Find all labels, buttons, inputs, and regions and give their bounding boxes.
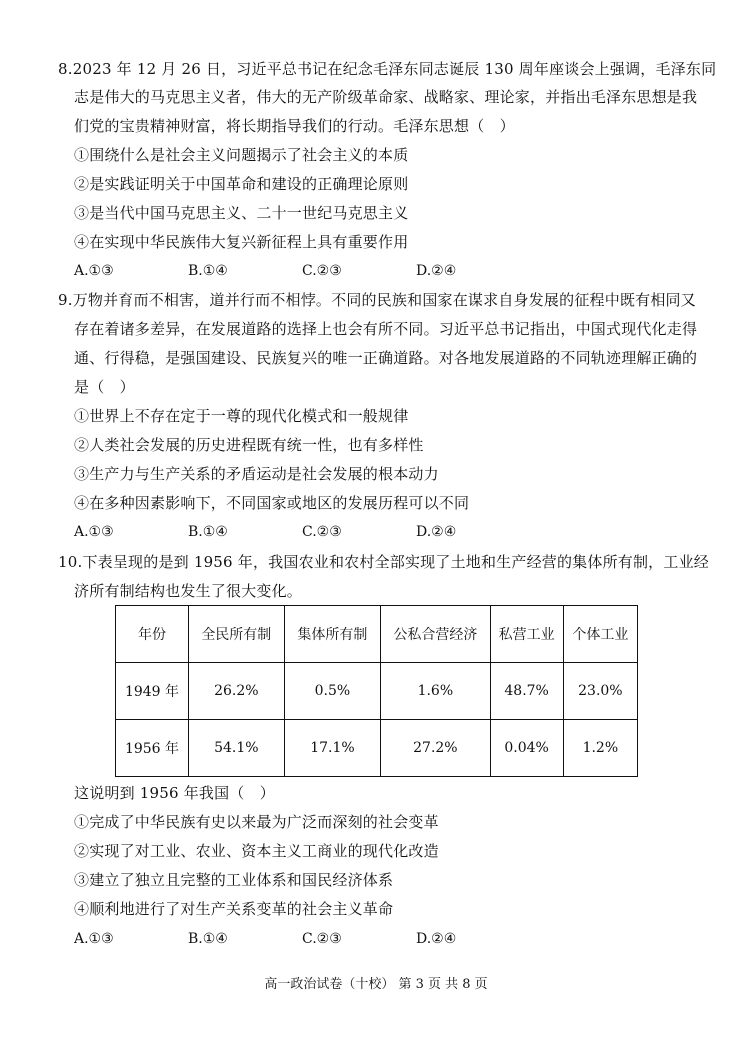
q9-stem-line: 存在着诸多差异，在发展道路的选择上也会有所不同。习近平总书记指出，中国式现代化走得 [74, 320, 698, 338]
q8-stem-line: 志是伟大的马克思主义者，伟大的无产阶级革命家、战略家、理论家，并指出毛泽东思想是我 [74, 88, 698, 106]
q10-choice-c: C.②③ [302, 931, 342, 947]
table-cell: 1.6% [381, 663, 490, 720]
q8-item: ③是当代中国马克思主义、二十一世纪马克思主义 [74, 204, 409, 222]
q10-choice-d: D.②④ [416, 931, 457, 947]
q8-choice-c: C.②③ [302, 263, 342, 279]
table-cell: 27.2% [381, 720, 490, 777]
q9-choice-c: C.②③ [302, 524, 342, 540]
q9-item: ②人类社会发展的历史进程既有统一性，也有多样性 [74, 436, 424, 454]
q8-stem-line: 8.2023 年 12 月 26 日，习近平总书记在纪念毛泽东同志诞辰 130 周年座谈会上强调，毛泽东同 [58, 60, 717, 78]
q8-item: ②是实践证明关于中国革命和建设的正确理论原则 [74, 175, 409, 193]
q8-choice-b: B.①④ [188, 263, 228, 279]
table-header-cell: 全民所有制 [189, 606, 285, 663]
q8-choice-d: D.②④ [416, 263, 457, 279]
q9-choice-a: A.①③ [74, 524, 114, 540]
table-cell: 0.04% [490, 720, 563, 777]
q10-choice-a: A.①③ [74, 931, 114, 947]
table-header-cell: 个体工业 [563, 606, 637, 663]
q10-choice-b: B.①④ [188, 931, 228, 947]
table-cell: 17.1% [284, 720, 381, 777]
q10-item: ①完成了中华民族有史以来最为广泛而深刻的社会变革 [74, 813, 439, 831]
q9-choice-b: B.①④ [188, 524, 228, 540]
table-cell: 48.7% [490, 663, 563, 720]
table-header-cell: 集体所有制 [284, 606, 381, 663]
table-header-cell: 年份 [116, 606, 189, 663]
q8-choice-a: A.①③ [74, 263, 114, 279]
q9-item: ④在多种因素影响下，不同国家或地区的发展历程可以不同 [74, 494, 470, 512]
table-cell: 0.5% [284, 663, 381, 720]
q9-choice-d: D.②④ [416, 524, 457, 540]
q9-stem-line: 是（ ） [74, 378, 135, 396]
q9-item: ③生产力与生产关系的矛盾运动是社会发展的根本动力 [74, 465, 439, 483]
page-footer: 高一政治试卷（十校） 第 3 页 共 8 页 [264, 977, 488, 992]
q10-prompt: 这说明到 1956 年我国（ ） [74, 784, 275, 802]
q10-item: ③建立了独立且完整的工业体系和国民经济体系 [74, 871, 394, 889]
q10-stem-line: 10.下表呈现的是到 1956 年，我国农业和农村全部实现了土地和生产经营的集体所有制，工业经 [58, 553, 709, 571]
table-cell: 1956 年 [116, 720, 189, 777]
q8-item: ①围绕什么是社会主义问题揭示了社会主义的本质 [74, 146, 409, 164]
q10-item: ④顺利地进行了对生产关系变革的社会主义革命 [74, 900, 394, 918]
table-row [116, 663, 638, 720]
table-cell: 1.2% [563, 720, 637, 777]
q8-item: ④在实现中华民族伟大复兴新征程上具有重要作用 [74, 233, 409, 251]
table-header-row [116, 606, 638, 663]
q10-item: ②实现了对工业、农业、资本主义工商业的现代化改造 [74, 842, 439, 860]
q9-item: ①世界上不存在定于一尊的现代化模式和一般规律 [74, 407, 409, 425]
table-row [116, 720, 638, 777]
table-cell: 23.0% [563, 663, 637, 720]
q10-stem-line: 济所有制结构也发生了很大变化。 [74, 582, 303, 600]
table-header-cell: 公私合营经济 [381, 606, 490, 663]
table-cell: 26.2% [189, 663, 285, 720]
table-header-cell: 私营工业 [490, 606, 563, 663]
q8-stem-line: 们党的宝贵精神财富，将长期指导我们的行动。毛泽东思想（ ） [74, 117, 515, 135]
q9-stem-line: 9.万物并育而不相害，道并行而不相悖。不同的民族和国家在谋求自身发展的征程中既有相同又 [58, 291, 696, 309]
q9-stem-line: 通、行得稳，是强国建设、民族复兴的唯一正确道路。对各地发展道路的不同轨迹理解正确的 [74, 349, 698, 367]
table-cell: 54.1% [189, 720, 285, 777]
table-cell: 1949 年 [116, 663, 189, 720]
ownership-table [115, 605, 638, 777]
